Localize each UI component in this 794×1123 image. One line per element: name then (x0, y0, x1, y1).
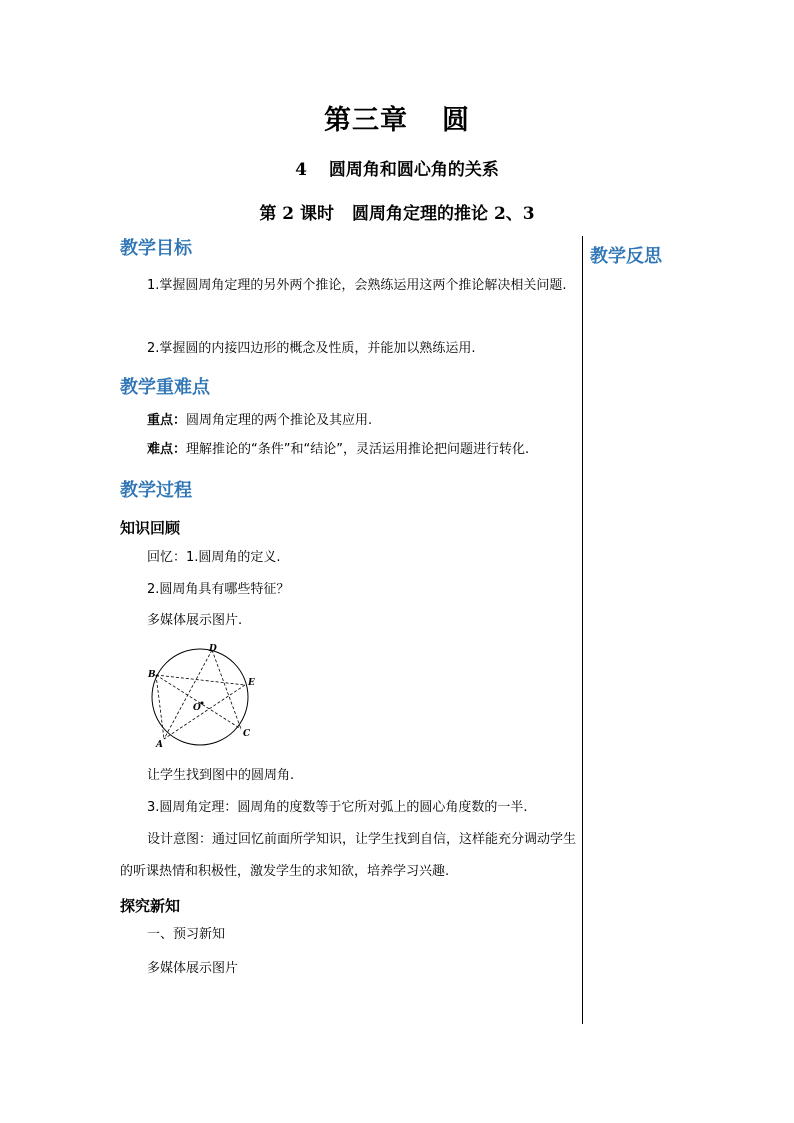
section-name: 圆周角和圆心角的关系 (328, 160, 499, 180)
theorem-line: 3.圆周角定理：圆周角的度数等于它所对弧上的圆心角度数的一半. (147, 800, 528, 815)
difficult-point-text: 理解推论的“条件”和“结论”，灵活运用推论把问题进行转化. (186, 442, 530, 457)
difficult-point (120, 434, 580, 466)
chapter-title (0, 98, 794, 137)
process-heading: 教学过程 (120, 480, 192, 501)
chapter-title-number: 第三章 (324, 105, 408, 136)
label-b: B (148, 670, 156, 680)
preview-line: 一、预习新知 (147, 927, 226, 942)
inscribed-angle-figure (140, 640, 270, 755)
key-point-label: 重点： (147, 413, 187, 428)
center-point (201, 702, 204, 705)
label-c: C (243, 729, 251, 739)
difficult-point-label: 难点： (147, 442, 187, 457)
review-line-1: 回忆：1.圆周角的定义. (147, 550, 281, 565)
column-divider (582, 236, 583, 1024)
label-a: A (156, 740, 163, 750)
circle (152, 649, 248, 745)
lesson-title (0, 199, 794, 224)
label-o: O (193, 703, 201, 713)
explore-heading: 探究新知 (120, 897, 181, 915)
chords (156, 650, 245, 739)
media-line: 多媒体展示图片 (147, 961, 239, 976)
label-e: E (248, 678, 255, 688)
design-intent: 设计意图：通过回忆前面所学知识，让学生找到自信，这样能充分调动学生的听课热情和积极性，激发学生的求知欲，培养学习兴趣. (120, 832, 577, 879)
section-title (0, 155, 794, 180)
key-points-heading: 教学重难点 (120, 377, 210, 398)
objective-item-1: 1.掌握圆周角定理的另外两个推论，会熟练运用这两个推论解决相关问题. (147, 278, 567, 293)
section-number: 4 (295, 160, 307, 180)
after-figure-line: 让学生找到图中的圆周角. (147, 768, 295, 783)
lesson-number: 第 2 课时 (259, 204, 335, 224)
lesson-name: 圆周角定理的推论 2、3 (352, 204, 535, 224)
label-d: D (209, 644, 217, 654)
review-heading: 知识回顾 (120, 519, 181, 537)
reflection-heading: 教学反思 (590, 246, 662, 267)
key-point (120, 405, 580, 437)
objective-item-2: 2.掌握圆的内接四边形的概念及性质，并能加以熟练运用. (147, 341, 476, 356)
key-point-text: 圆周角定理的两个推论及其应用. (186, 413, 373, 428)
review-line-2: 2.圆周角具有哪些特征？ (147, 582, 290, 597)
review-line-3: 多媒体展示图片. (147, 613, 243, 628)
chapter-title-name: 圆 (442, 105, 470, 136)
objectives-heading: 教学目标 (120, 238, 192, 259)
